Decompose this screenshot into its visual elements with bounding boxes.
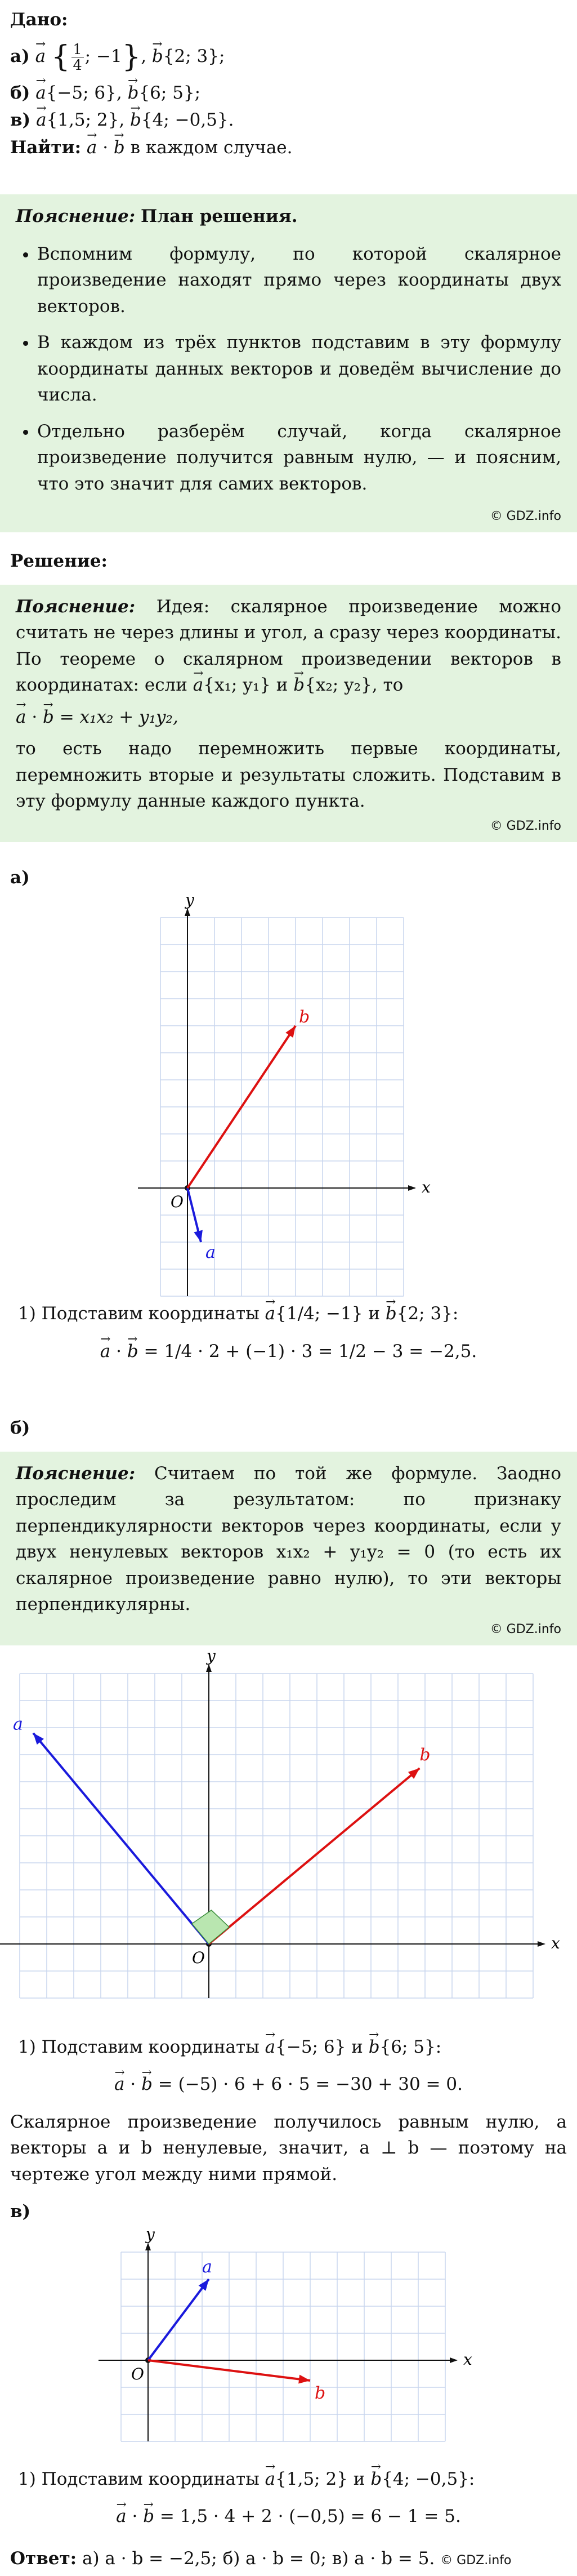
idea-box: Пояснение: Идея: скалярное произведение можно считать не через длины и угол, а сразу через координаты. По теореме о скалярном произведении векторов в координатах: если → a{x₁; y₁} и → b{x₂; y₂}, то → a · → b = x₁x₂ + y₁y₂, то есть надо перемножить первые координаты, перемножить вторые и результаты сложить. Подставим в эту формулу данные каждого пункта. © GDZ.info (0, 585, 577, 842)
given-block (0, 0, 577, 161)
y-label: y (185, 891, 194, 910)
a-label: a (202, 2257, 212, 2277)
plan-box: Пояснение: План решения. • Вспомним формулу, по которой скалярное произведение находят прямо через координаты двух векторов. • В каждом из трёх пунктов подставим в эту формулу координаты данных векторов и доведём вычисление до числа. • Отдельно разберём случай, когда скалярное произведение получится равным нулю, — и поясним, что это значит для самих векторов. © GDZ.info (0, 194, 577, 532)
part-b-step: 1) Подставим координаты → a{−5; 6} и → b{6; 5}: (0, 2034, 577, 2061)
plan-item: • Отдельно разберём случай, когда скалярное произведение получится равным нулю, — и поясним, что это значит для самих векторов. (37, 419, 561, 497)
right-angle-mark (192, 1910, 229, 1944)
b-arrowhead (298, 2374, 310, 2383)
x-arrow (450, 2357, 458, 2363)
x-arrow (538, 1941, 545, 1947)
part-a-label: а) (10, 867, 30, 888)
y-arrow (145, 2243, 151, 2250)
graph-a (0, 891, 577, 1295)
plan-list (16, 241, 561, 497)
part-c-step: 1) Подставим координаты → a{1,5; 2} и → b{4; −0,5}: (0, 2466, 577, 2493)
formula: → a · → b = x₁x₂ + y₁y₂, (16, 704, 561, 731)
b-vector (209, 1768, 419, 1944)
part-c-label: в) (10, 2201, 31, 2222)
x-label: x (551, 1933, 560, 1952)
part-b-calc: → a · → b = (−5) · 6 + 6 · 5 = −30 + 30 = 0. (0, 2071, 577, 2098)
given-title: Дано: (10, 10, 68, 30)
origin-label: O (192, 1948, 205, 1967)
copyright: © GDZ.info (490, 509, 561, 524)
y-label: y (207, 1646, 216, 1665)
part-a-calc: → a · → b = 1/4 · 2 + (−1) · 3 = 1/2 − 3 = −2,5. (0, 1338, 577, 1365)
y-arrow (206, 1664, 212, 1672)
a-vector (148, 2279, 209, 2360)
given-b: б) → a{−5; 6}, → b{6; 5}; (10, 80, 567, 106)
a-label: a (205, 1243, 216, 1263)
a-vector (33, 1733, 209, 1943)
graph-c (0, 2224, 577, 2461)
x-label: x (463, 2350, 472, 2369)
b-label: b (299, 1007, 310, 1027)
b-label: b (315, 2383, 326, 2403)
solution-title: Решение: (10, 551, 108, 572)
x-arrow (408, 1185, 416, 1191)
origin-label: O (131, 2364, 144, 2383)
plan-item: • В каждом из трёх пунктов подставим в эту формулу координаты данных векторов и доведём вычисление до числа. (37, 330, 561, 408)
y-arrow (185, 908, 190, 916)
origin-label: O (171, 1193, 184, 1212)
find-row: Найти: → a · → b в каждом случае. (10, 135, 567, 161)
b-arrowhead (285, 1026, 296, 1038)
part-b-conclusion: Скалярное произведение получилось равным нулю, а векторы a и b ненулевые, значит, a ⊥ b — поэтому на чертеже угол между ними прямой. (10, 2111, 567, 2185)
part-b-label: б) (10, 1418, 30, 1439)
given-c: в) → a{1,5; 2}, → b{4; −0,5}. (10, 107, 567, 134)
part-c-calc: → a · → b = 1,5 · 4 + 2 · (−0,5) = 6 − 1 = 5. (0, 2503, 577, 2530)
y-label: y (146, 2224, 155, 2244)
plan-item: • Вспомним формулу, по которой скалярное произведение находят прямо через координаты двух векторов. (37, 241, 561, 320)
answer-row: Ответ: а) a · b = −2,5; б) a · b = 0; в) a · b = 5. © GDZ.info (10, 2548, 512, 2569)
graph-b (0, 1646, 577, 2028)
part-a-step: 1) Подставим координаты → a{1/4; −1} и → b{2; 3}: (0, 1301, 577, 1327)
a-label: a (13, 1714, 23, 1734)
note-b-box: Пояснение: Считаем по той же формуле. Заодно проследим за результатом: по признаку перпендикулярности векторов через координаты, если у двух ненулевых векторов x₁x₂ + y₁y₂ = 0 (то есть их скалярное произведение равно нулю), то эти векторы перпендикулярны. © GDZ.info (0, 1452, 577, 1645)
b-label: b (419, 1745, 431, 1765)
given-a-b: {2; 3}; (163, 46, 225, 66)
given-a: а) → a { $\frac{1}{4}$ ; −1}, → b{2; 3}; (10, 34, 567, 79)
x-label: x (422, 1178, 431, 1197)
